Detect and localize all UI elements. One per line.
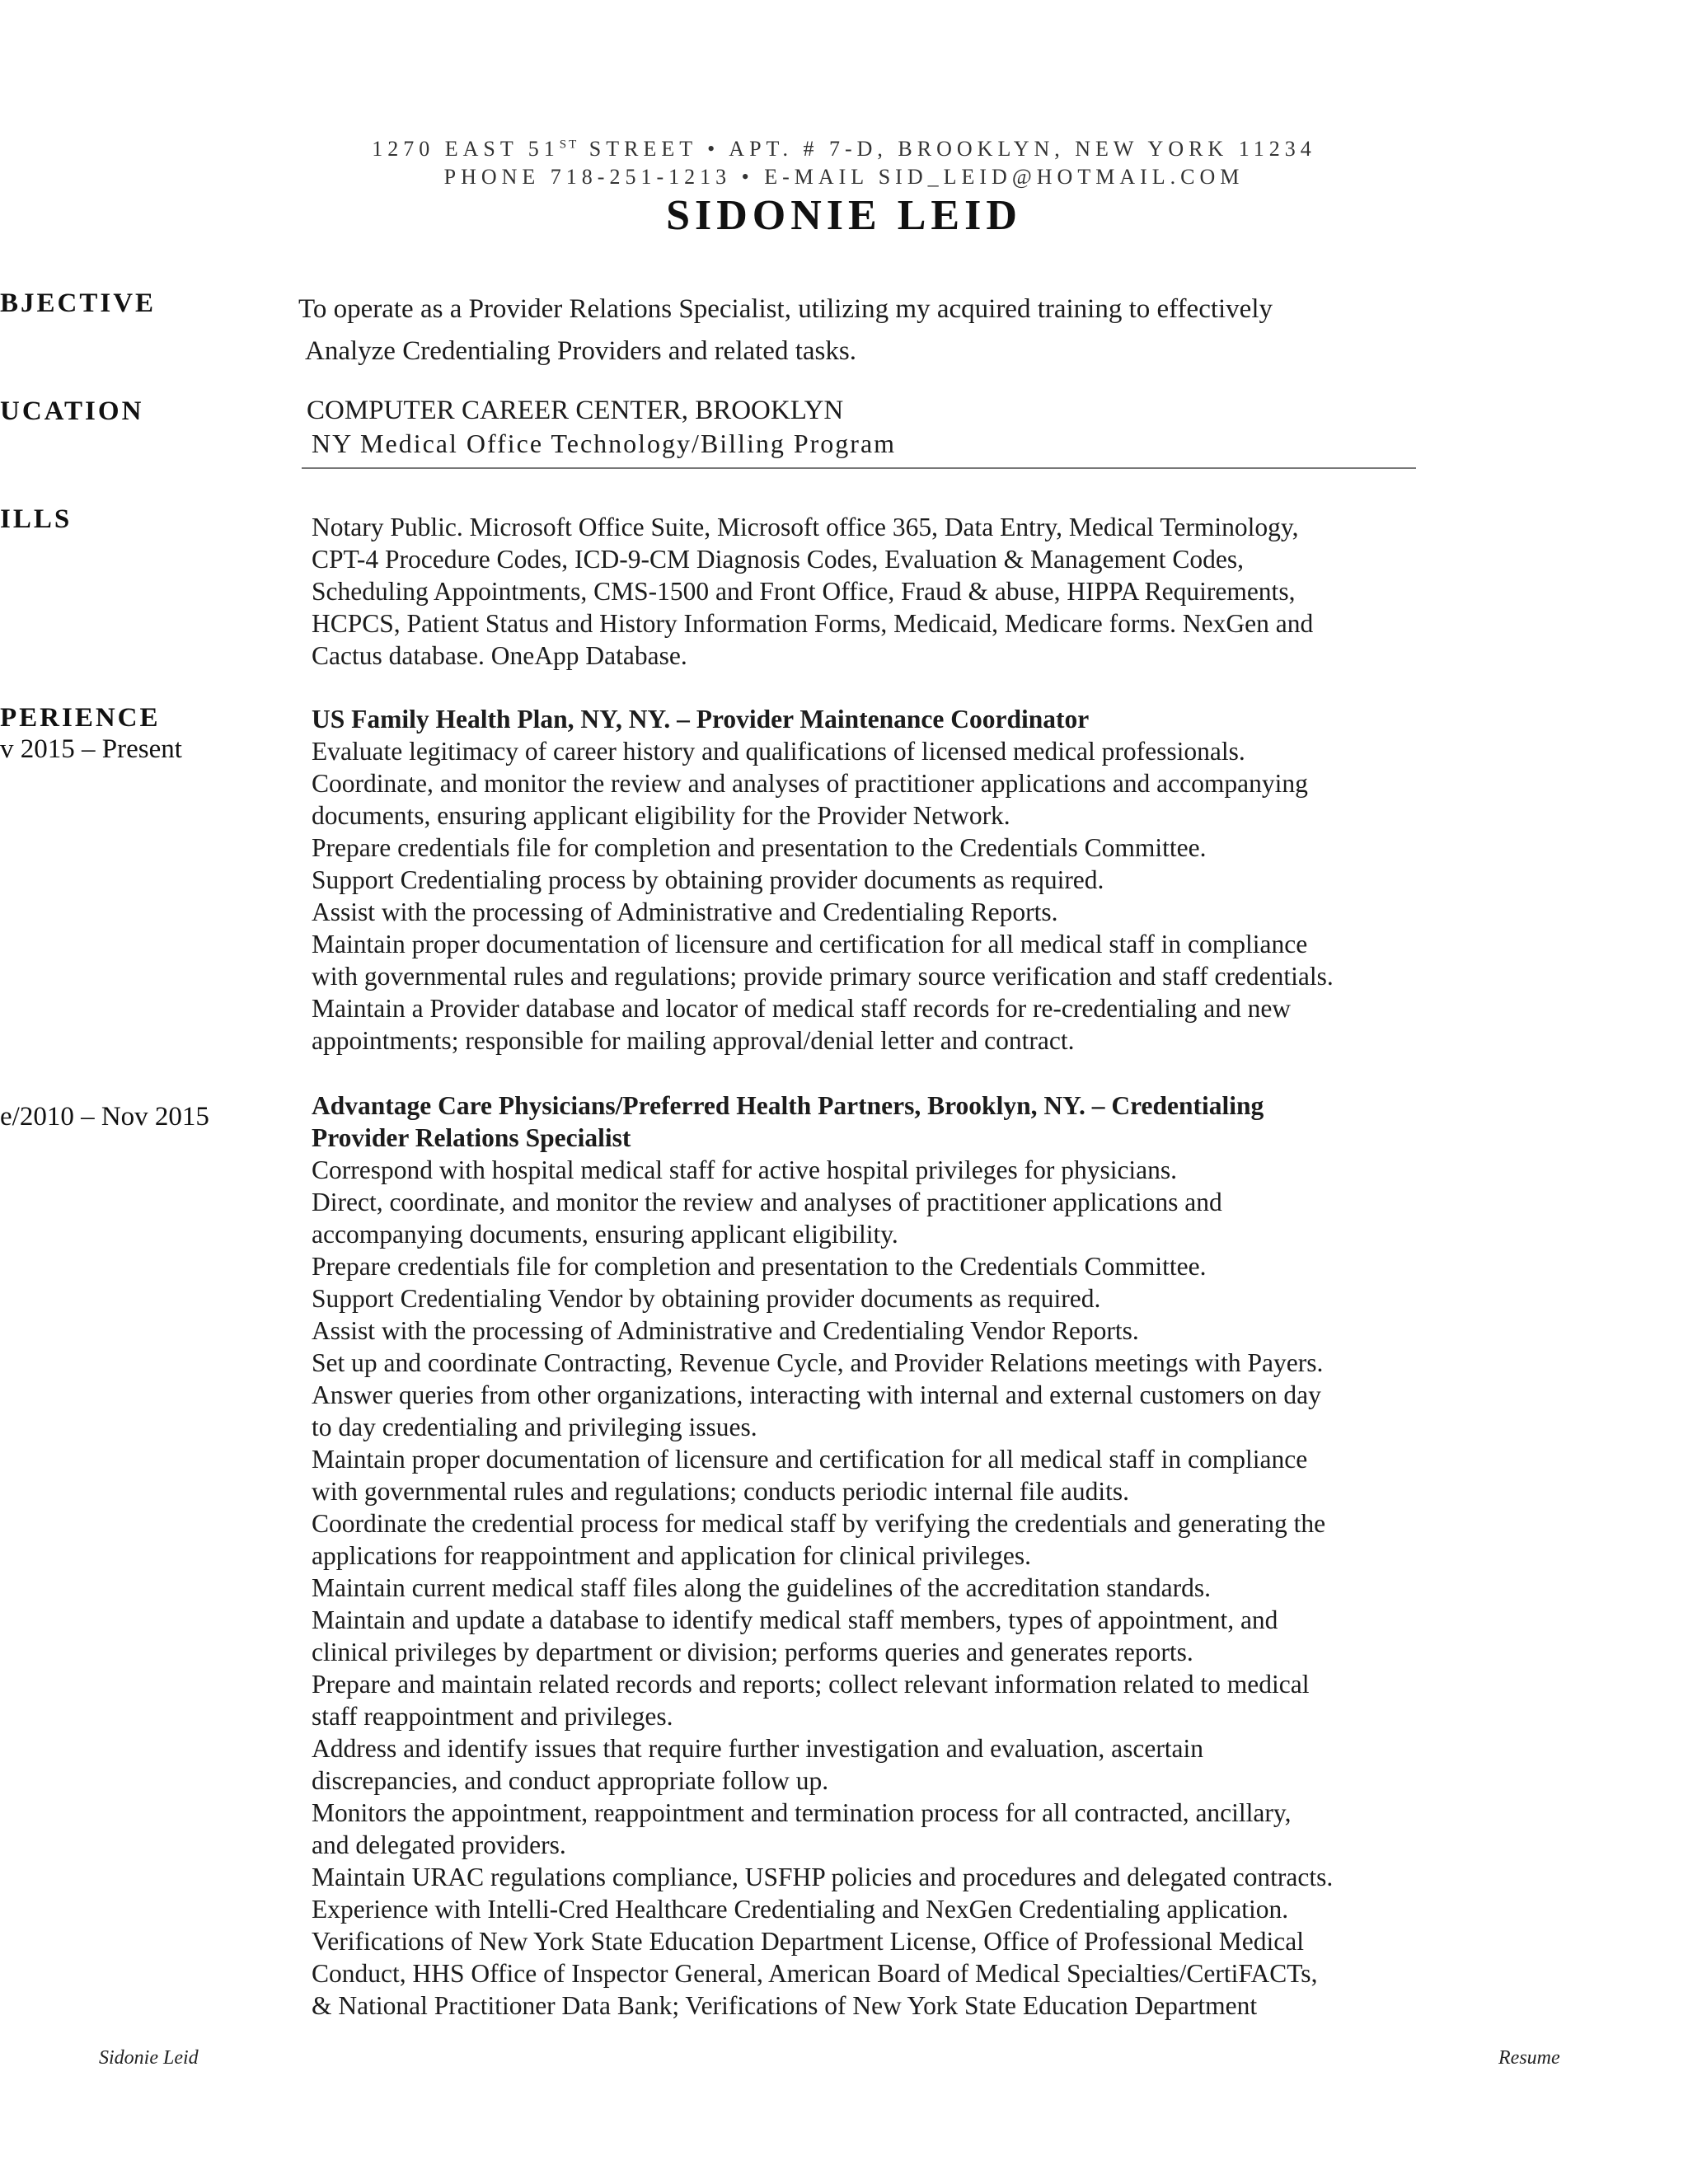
job-duty: Conduct, HHS Office of Inspector General, American Board of Medical Specialties/CertiFACTs, [312, 1959, 1318, 1988]
job-duty: Address and identify issues that require further investigation and evaluation, ascertain [312, 1734, 1204, 1763]
section-heading-experience: PERIENCE [0, 703, 161, 733]
job-duty: Set up and coordinate Contracting, Revenue Cycle, and Provider Relations meetings with Payers. [312, 1348, 1324, 1377]
skills-line: HCPCS, Patient Status and History Information Forms, Medicaid, Medicare forms. NexGen and [312, 609, 1314, 638]
job-duty: clinical privileges by department or division; performs queries and generates reports. [312, 1638, 1193, 1666]
job-duty: accompanying documents, ensuring applicant eligibility. [312, 1220, 898, 1249]
job-duty: Support Credentialing Vendor by obtaining provider documents as required. [312, 1284, 1101, 1313]
job-duty: Coordinate, and monitor the review and analyses of practitioner applications and accompanying [312, 769, 1308, 798]
job-duty: Coordinate the credential process for medical staff by verifying the credentials and generating the [312, 1509, 1326, 1538]
section-heading-skills: ILLS [0, 504, 73, 534]
job-duty: Experience with Intelli-Cred Healthcare Credentialing and NexGen Credentialing application. [312, 1895, 1289, 1924]
education-school: COMPUTER CAREER CENTER, BROOKLYN [307, 396, 844, 425]
job-duty: documents, ensuring applicant eligibility for the Provider Network. [312, 801, 1010, 830]
job-entry [312, 1090, 1333, 2022]
job-duty: with governmental rules and regulations; conducts periodic internal file audits. [312, 1477, 1129, 1506]
job-duty: Answer queries from other organizations, interacting with internal and external customers on day [312, 1380, 1321, 1409]
section-heading-objective: BJECTIVE [0, 288, 157, 318]
skills-line: CPT-4 Procedure Codes, ICD-9-CM Diagnosis Codes, Evaluation & Management Codes, [312, 545, 1244, 574]
job-duty: Assist with the processing of Administrative and Credentialing Reports. [312, 898, 1058, 926]
contact-line: PHONE 718-251-1213 • E-MAIL SID_LEID@HOTMAIL.COM [443, 165, 1245, 189]
education-program: NY Medical Office Technology/Billing Program [312, 429, 897, 458]
job-dates: v 2015 – Present [0, 734, 182, 764]
skills-line: Scheduling Appointments, CMS-1500 and Front Office, Fraud & abuse, HIPPA Requirements, [312, 577, 1296, 606]
job-duty: appointments; responsible for mailing approval/denial letter and contract. [312, 1026, 1075, 1055]
job-duty: Maintain a Provider database and locator of medical staff records for re-credentialing and new [312, 994, 1292, 1023]
job-duty: & National Practitioner Data Bank; Verifications of New York State Education Department [312, 1991, 1258, 2020]
skills-line: Notary Public. Microsoft Office Suite, Microsoft office 365, Data Entry, Medical Terminology, [312, 513, 1299, 541]
job-duty: Maintain proper documentation of licensure and certification for all medical staff in compliance [312, 1445, 1308, 1474]
job-duty: Prepare credentials file for completion and presentation to the Credentials Committee. [312, 1252, 1207, 1281]
job-duty: with governmental rules and regulations; provide primary source verification and staff credentials. [312, 962, 1334, 991]
job-duty: Maintain proper documentation of licensure and certification for all medical staff in compliance [312, 930, 1308, 958]
job-duty: Maintain current medical staff files along the guidelines of the accreditation standards. [312, 1573, 1212, 1602]
section-heading-education: UCATION [0, 396, 144, 426]
job-duty: Maintain URAC regulations compliance, USFHP policies and procedures and delegated contracts. [312, 1863, 1334, 1891]
address-superscript: ST [559, 138, 579, 152]
job-duty: to day credentialing and privileging issues. [312, 1413, 757, 1441]
objective-text [298, 288, 1273, 373]
job-duty: applications for reappointment and application for clinical privileges. [312, 1541, 1031, 1570]
objective-line: Analyze Credentialing Providers and related tasks. [305, 336, 856, 366]
job-duty: Support Credentialing process by obtaining provider documents as required. [312, 865, 1104, 894]
skills-text [312, 511, 1313, 672]
job-duty: and delegated providers. [312, 1830, 566, 1859]
job-duty: Maintain and update a database to identify medical staff members, types of appointment, and [312, 1605, 1278, 1634]
address-pre: 1270 EAST 51 [372, 137, 560, 161]
section-divider [302, 467, 1416, 469]
objective-line: To operate as a Provider Relations Specialist, utilizing my acquired training to effectively [298, 294, 1273, 324]
job-duty: Direct, coordinate, and monitor the review and analyses of practitioner applications and [312, 1188, 1222, 1216]
job-duty: Assist with the processing of Administrative and Credentialing Vendor Reports. [312, 1316, 1139, 1345]
page-title: SIDONIE LEID [666, 192, 1022, 239]
job-duty: Prepare credentials file for completion and presentation to the Credentials Committee. [312, 833, 1207, 862]
job-duty: Correspond with hospital medical staff for active hospital privileges for physicians. [312, 1155, 1178, 1184]
job-duty: Prepare and maintain related records and reports; collect relevant information related to medical [312, 1670, 1310, 1699]
footer-label: Resume [1498, 2047, 1560, 2069]
job-entry [312, 703, 1334, 1057]
job-duty: Evaluate legitimacy of career history and qualifications of licensed medical professionals. [312, 737, 1245, 766]
job-title: Provider Relations Specialist [312, 1123, 631, 1152]
address-line [0, 137, 1688, 162]
footer-name: Sidonie Leid [99, 2047, 199, 2069]
job-duty: staff reappointment and privileges. [312, 1702, 673, 1731]
job-duty: discrepancies, and conduct appropriate follow up. [312, 1766, 829, 1795]
skills-line: Cactus database. OneApp Database. [312, 641, 687, 670]
job-title: Advantage Care Physicians/Preferred Health Partners, Brooklyn, NY. – Credentialing [312, 1091, 1264, 1120]
address-post: STREET • APT. # 7-D, BROOKLYN, NEW YORK 11234 [579, 137, 1316, 161]
job-duty: Monitors the appointment, reappointment and termination process for all contracted, ancillary, [312, 1798, 1292, 1827]
job-duty: Verifications of New York State Education Department License, Office of Professional Medical [312, 1927, 1304, 1956]
job-dates: e/2010 – Nov 2015 [0, 1102, 209, 1132]
job-title: US Family Health Plan, NY, NY. – Provider Maintenance Coordinator [312, 705, 1090, 733]
